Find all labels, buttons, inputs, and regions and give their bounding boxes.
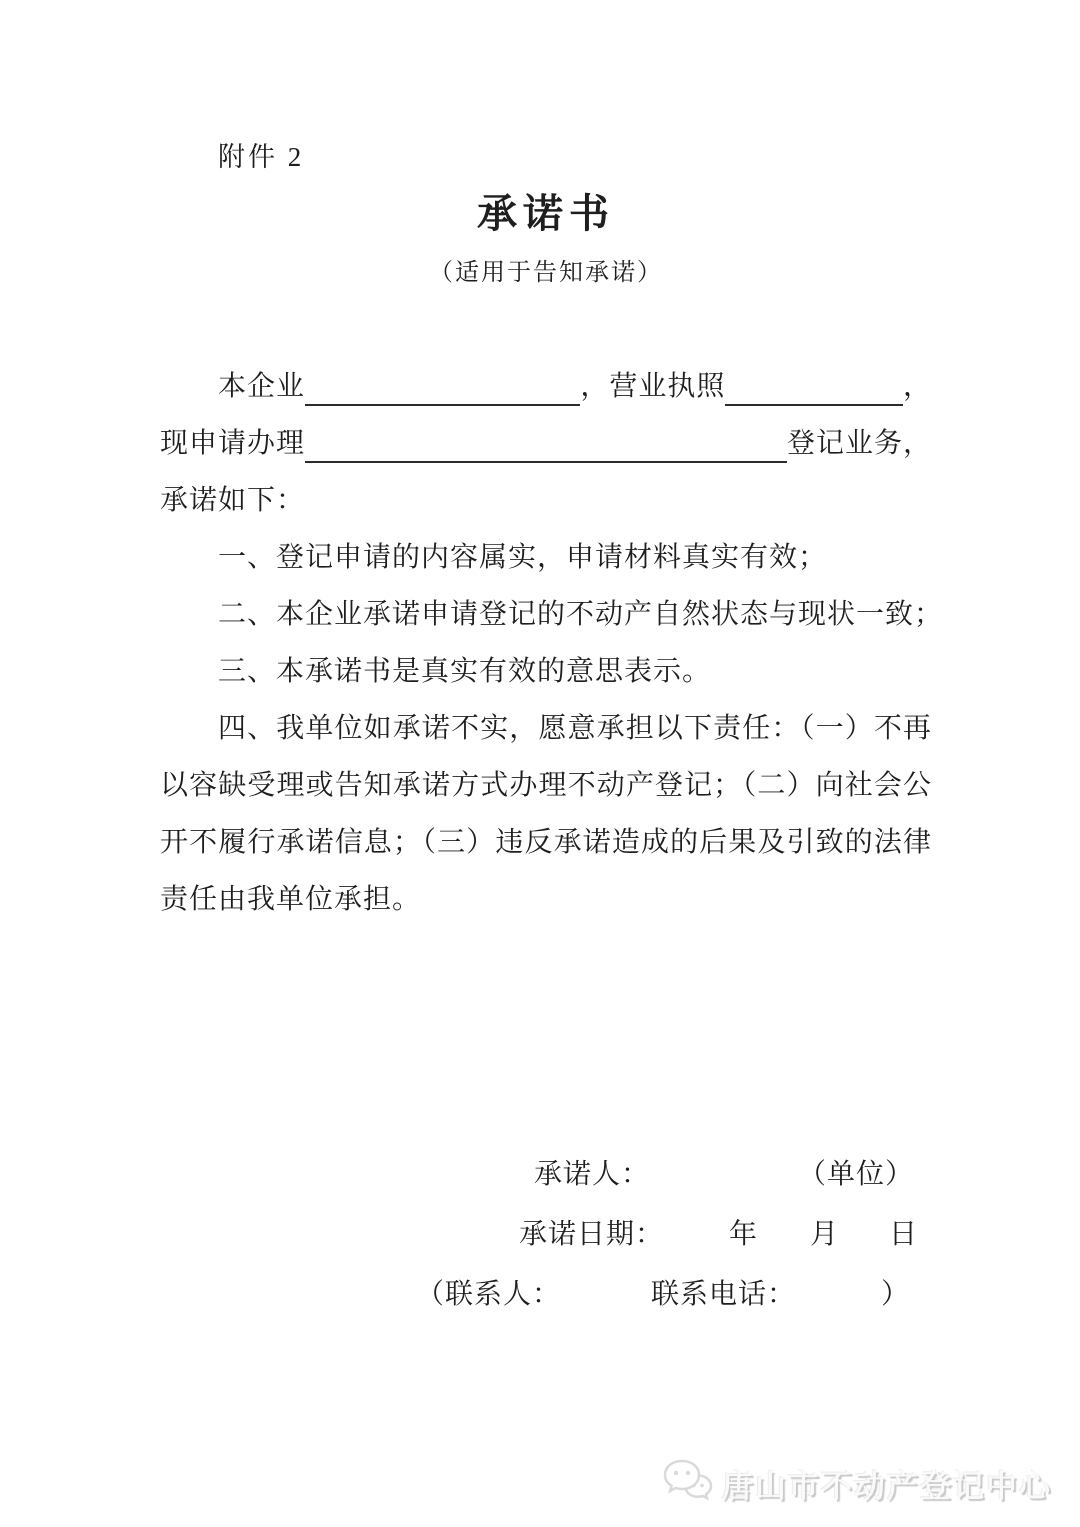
document-title: 承诺书 [477, 191, 615, 236]
contact-row [160, 1265, 932, 1325]
unit-label: （单位） [797, 1159, 914, 1190]
watermark-text: 唐山市不动产登记中心 [722, 1468, 1052, 1504]
year-label: 年 [728, 1219, 758, 1250]
signature-block [160, 1145, 932, 1325]
registration-business-label: 登记业务， [786, 428, 932, 459]
promisor-label: 承诺人： [533, 1159, 650, 1190]
promise-intro-line: 承诺如下： [160, 485, 306, 516]
enterprise-label: 本企业 [218, 371, 306, 402]
document-content [160, 0, 944, 1325]
registration-type-blank [305, 406, 787, 463]
footer-watermark [662, 1457, 1052, 1509]
business-license-blank [725, 349, 903, 406]
enterprise-name-blank [305, 349, 580, 406]
promise-date-label: 承诺日期： [518, 1219, 664, 1250]
list-item: 四、我单位如承诺不实，愿意承担以下责任：（一）不再以容缺受理或告知承诺方式办理不动产登记；（二）向社会公开不履行承诺信息；（三）违反承诺造成的后果及引致的法律责任由我单位承担。 [160, 713, 932, 915]
line1-comma: ， [902, 371, 932, 402]
list-item: 一、登记申请的内容属实，申请材料真实有效； [218, 542, 828, 573]
attachment-label: 附件 2 [218, 142, 305, 172]
fill-in-line-registration [160, 415, 932, 472]
list-item: 二、本企业承诺申请登记的不动产自然状态与现状一致； [218, 599, 944, 630]
promise-date-row [160, 1205, 932, 1265]
contact-close-paren: ） [880, 1279, 910, 1310]
wechat-icon [662, 1457, 714, 1509]
promisor-row [160, 1145, 932, 1205]
document-body [160, 358, 944, 928]
contact-phone-label: 联系电话： [650, 1279, 796, 1310]
apply-label: 现申请办理 [160, 428, 306, 459]
document-subtitle: （适用于告知承诺） [429, 260, 663, 286]
business-license-label: ，营业执照 [580, 371, 726, 402]
day-label: 日 [888, 1219, 918, 1250]
month-label: 月 [809, 1219, 839, 1250]
contact-person-label: （联系人： [415, 1279, 561, 1310]
list-item: 三、本承诺书是真实有效的意思表示。 [218, 656, 712, 687]
